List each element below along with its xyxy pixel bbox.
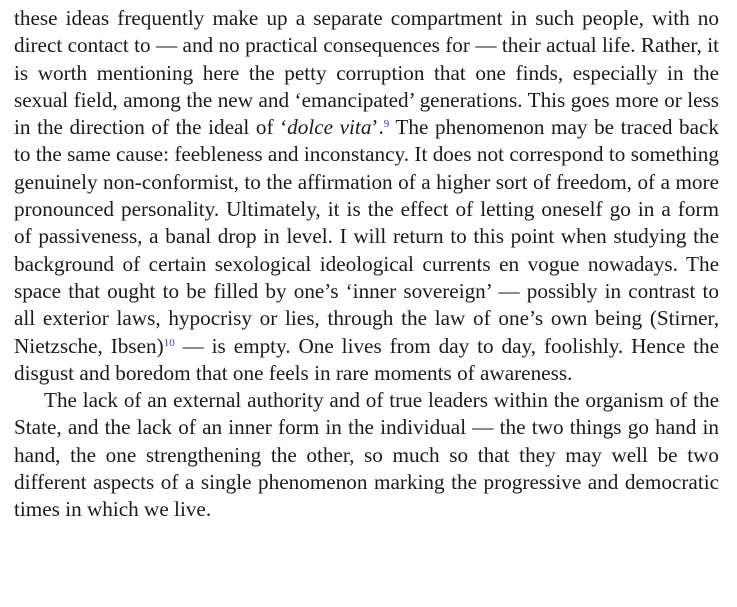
paragraph-1	[14, 5, 719, 387]
paragraph-1-text-b: The phenomenon may be traced back to the same cause: feebleness and inconstancy. It does not correspond to something genuinely non-conformist, to the affirmation of a higher sort of freedom, of a more pronounced personality. Ultimately, it is the effect of letting oneself go in a form of passiveness, a banal drop in level. I will return to this point when studying the background of certain sexological ideological currents en vogue nowadays. The space that ought to be filled by one’s ‘inner sovereign’ — possibly in contrast to all exterior laws, hypocrisy or lies, through the law of one’s own being (Stirner, Nietzsche, Ibsen)	[14, 115, 719, 358]
paragraph-1-text-a: these ideas frequently make up a separate compartment in such people, with no direct contact to — and no practical consequences for — their actual life. Rather, it is worth mentioning here the petty corruption that one finds, especially in the sexual field, among the new and ‘emancipated’ generations. This goes more or less in the direction of the ideal of ‘	[14, 6, 719, 140]
paragraph-1-quote-close: ’.	[371, 115, 384, 140]
paragraph-1-text-c: — is empty. One lives from day to day, foolishly. Hence the disgust and boredom that one feels in rare moments of awareness.	[14, 333, 720, 385]
footnote-ref-9[interactable]: 9	[383, 118, 390, 131]
paragraph-2: The lack of an external authority and of true leaders within the organism of the State, and the lack of an inner form in the individual — the two things go hand in hand, the one strengthening the other, so much so that they may well be two different aspects of a single phenomenon marking the progressive and democratic times in which we live.	[14, 388, 719, 522]
footnote-ref-10[interactable]: 10	[163, 336, 175, 349]
italic-phrase-dolce-vita: dolce vita	[287, 115, 372, 140]
document-page	[14, 5, 719, 524]
